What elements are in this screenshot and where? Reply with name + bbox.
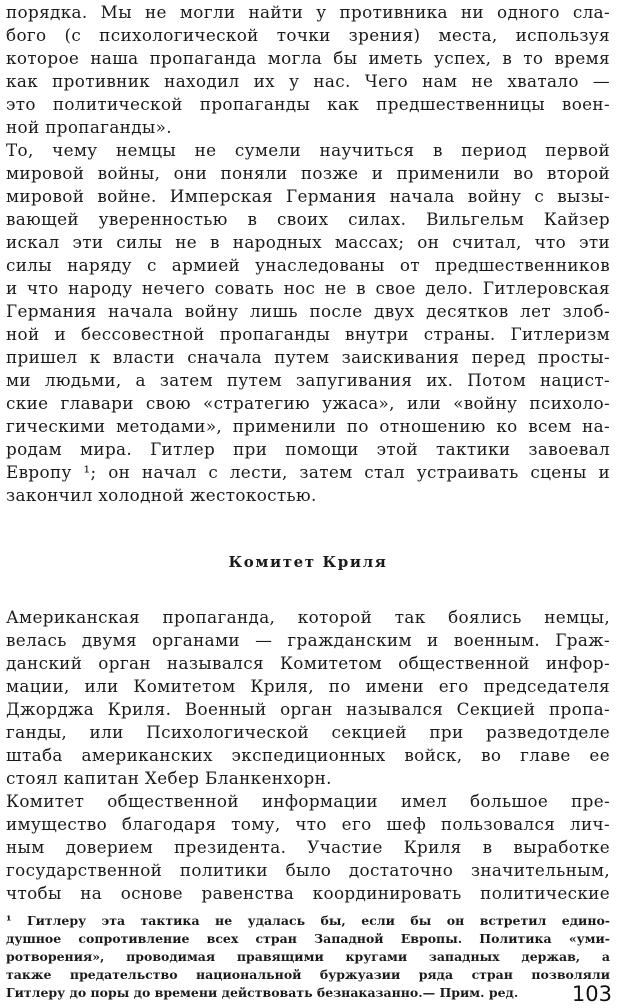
text-line: Комитет общественной информации имел большое пре- bbox=[6, 791, 610, 811]
text-line: мировой войны, они поняли позже и применили во второй bbox=[6, 163, 610, 183]
footnote-line: душное сопротивление всех стран Западной Европы. Политика «уми- bbox=[6, 931, 610, 946]
footnote-line: также предательство национальной буржуазии ряда стран позволяли bbox=[6, 967, 610, 982]
text-line: ганды, или Психологической секцией при разведотделе bbox=[6, 722, 610, 742]
text-line: как противник находил их у нас. Чего нам не хватало — bbox=[6, 71, 610, 91]
text-line: Европу ¹; он начал с лести, затем стал устраивать сцены и bbox=[6, 462, 610, 482]
text-line: данский орган назывался Комитетом общественной инфор- bbox=[6, 653, 610, 673]
text-line: велась двумя органами — гражданским и военным. Граж- bbox=[6, 630, 610, 650]
text-line: ной пропаганды». bbox=[6, 117, 172, 137]
text-line: и что народу нечего совать нос не в свое дело. Гитлеровская bbox=[6, 278, 610, 298]
text-line: Германия начала войну лишь после двух десятков лет злоб- bbox=[6, 301, 610, 321]
text-line: закончил холодной жестокостью. bbox=[6, 485, 317, 505]
text-line: чтобы на основе равенства координировать политические bbox=[6, 883, 610, 903]
text-line: имущество благодаря тому, что его шеф пользовался лич- bbox=[6, 814, 610, 834]
text-line: Джорджа Криля. Военный орган назывался Секцией пропа- bbox=[6, 699, 610, 719]
text-line: искал эти силы не в народных массах; он считал, что эти bbox=[6, 232, 610, 252]
text-line: родам мира. Гитлер при помощи этой тактики завоевал bbox=[6, 439, 610, 459]
text-line: ми людьми, а затем путем запугивания их. Потом нацист- bbox=[6, 370, 610, 390]
text-line: То, чему немцы не сумели научиться в период первой bbox=[6, 140, 610, 160]
section-heading: Комитет Криля bbox=[228, 553, 388, 571]
text-line: пришел к власти сначала путем заискивания перед просты- bbox=[6, 347, 610, 367]
text-line: мировой войне. Имперская Германия начала войну с вызы- bbox=[6, 186, 610, 206]
text-line: бого (с психологической точки зрения) места, используя bbox=[6, 25, 610, 45]
text-line: стоял капитан Хебер Бланкенхорн. bbox=[6, 768, 332, 788]
text-line: это политической пропаганды как предшественницы воен- bbox=[6, 94, 610, 114]
text-line: ские главари свою «стратегию ужаса», или «войну психоло- bbox=[6, 393, 610, 413]
text-line: гическими методами», применили по отношению ко всем на- bbox=[6, 416, 610, 436]
text-line: порядка. Мы не могли найти у противника ни одного сла- bbox=[6, 2, 610, 22]
footnote-line: ¹ Гитлеру эта тактика не удалась бы, если бы он встретил едино- bbox=[6, 913, 610, 928]
text-line: ной и бессовестной пропаганды внутри страны. Гитлеризм bbox=[6, 324, 610, 344]
text-line: мации, или Комитетом Криля, по имени его председателя bbox=[6, 676, 610, 696]
text-line: ным доверием президента. Участие Криля в выработке bbox=[6, 837, 610, 857]
page-number: 103 bbox=[571, 982, 612, 1006]
text-line: государственной политики было достаточно значительным, bbox=[6, 860, 610, 880]
text-line: Американская пропаганда, которой так боялись немцы, bbox=[6, 607, 610, 627]
text-line: вающей уверенностью в своих силах. Вильгельм Кайзер bbox=[6, 209, 610, 229]
text-line: штаба американских экспедиционных войск, во главе ее bbox=[6, 745, 610, 765]
text-line: силы наряду с армией унаследованы от предшественников bbox=[6, 255, 610, 275]
footnote-line: Гитлеру до поры до времени действовать безнаказанно.— Прим. ред. bbox=[6, 985, 519, 1000]
footnote-line: ротворения», проводимая правящими кругами западных держав, а bbox=[6, 949, 610, 964]
text-line: которое наша пропаганда могла бы иметь успех, в то время bbox=[6, 48, 610, 68]
